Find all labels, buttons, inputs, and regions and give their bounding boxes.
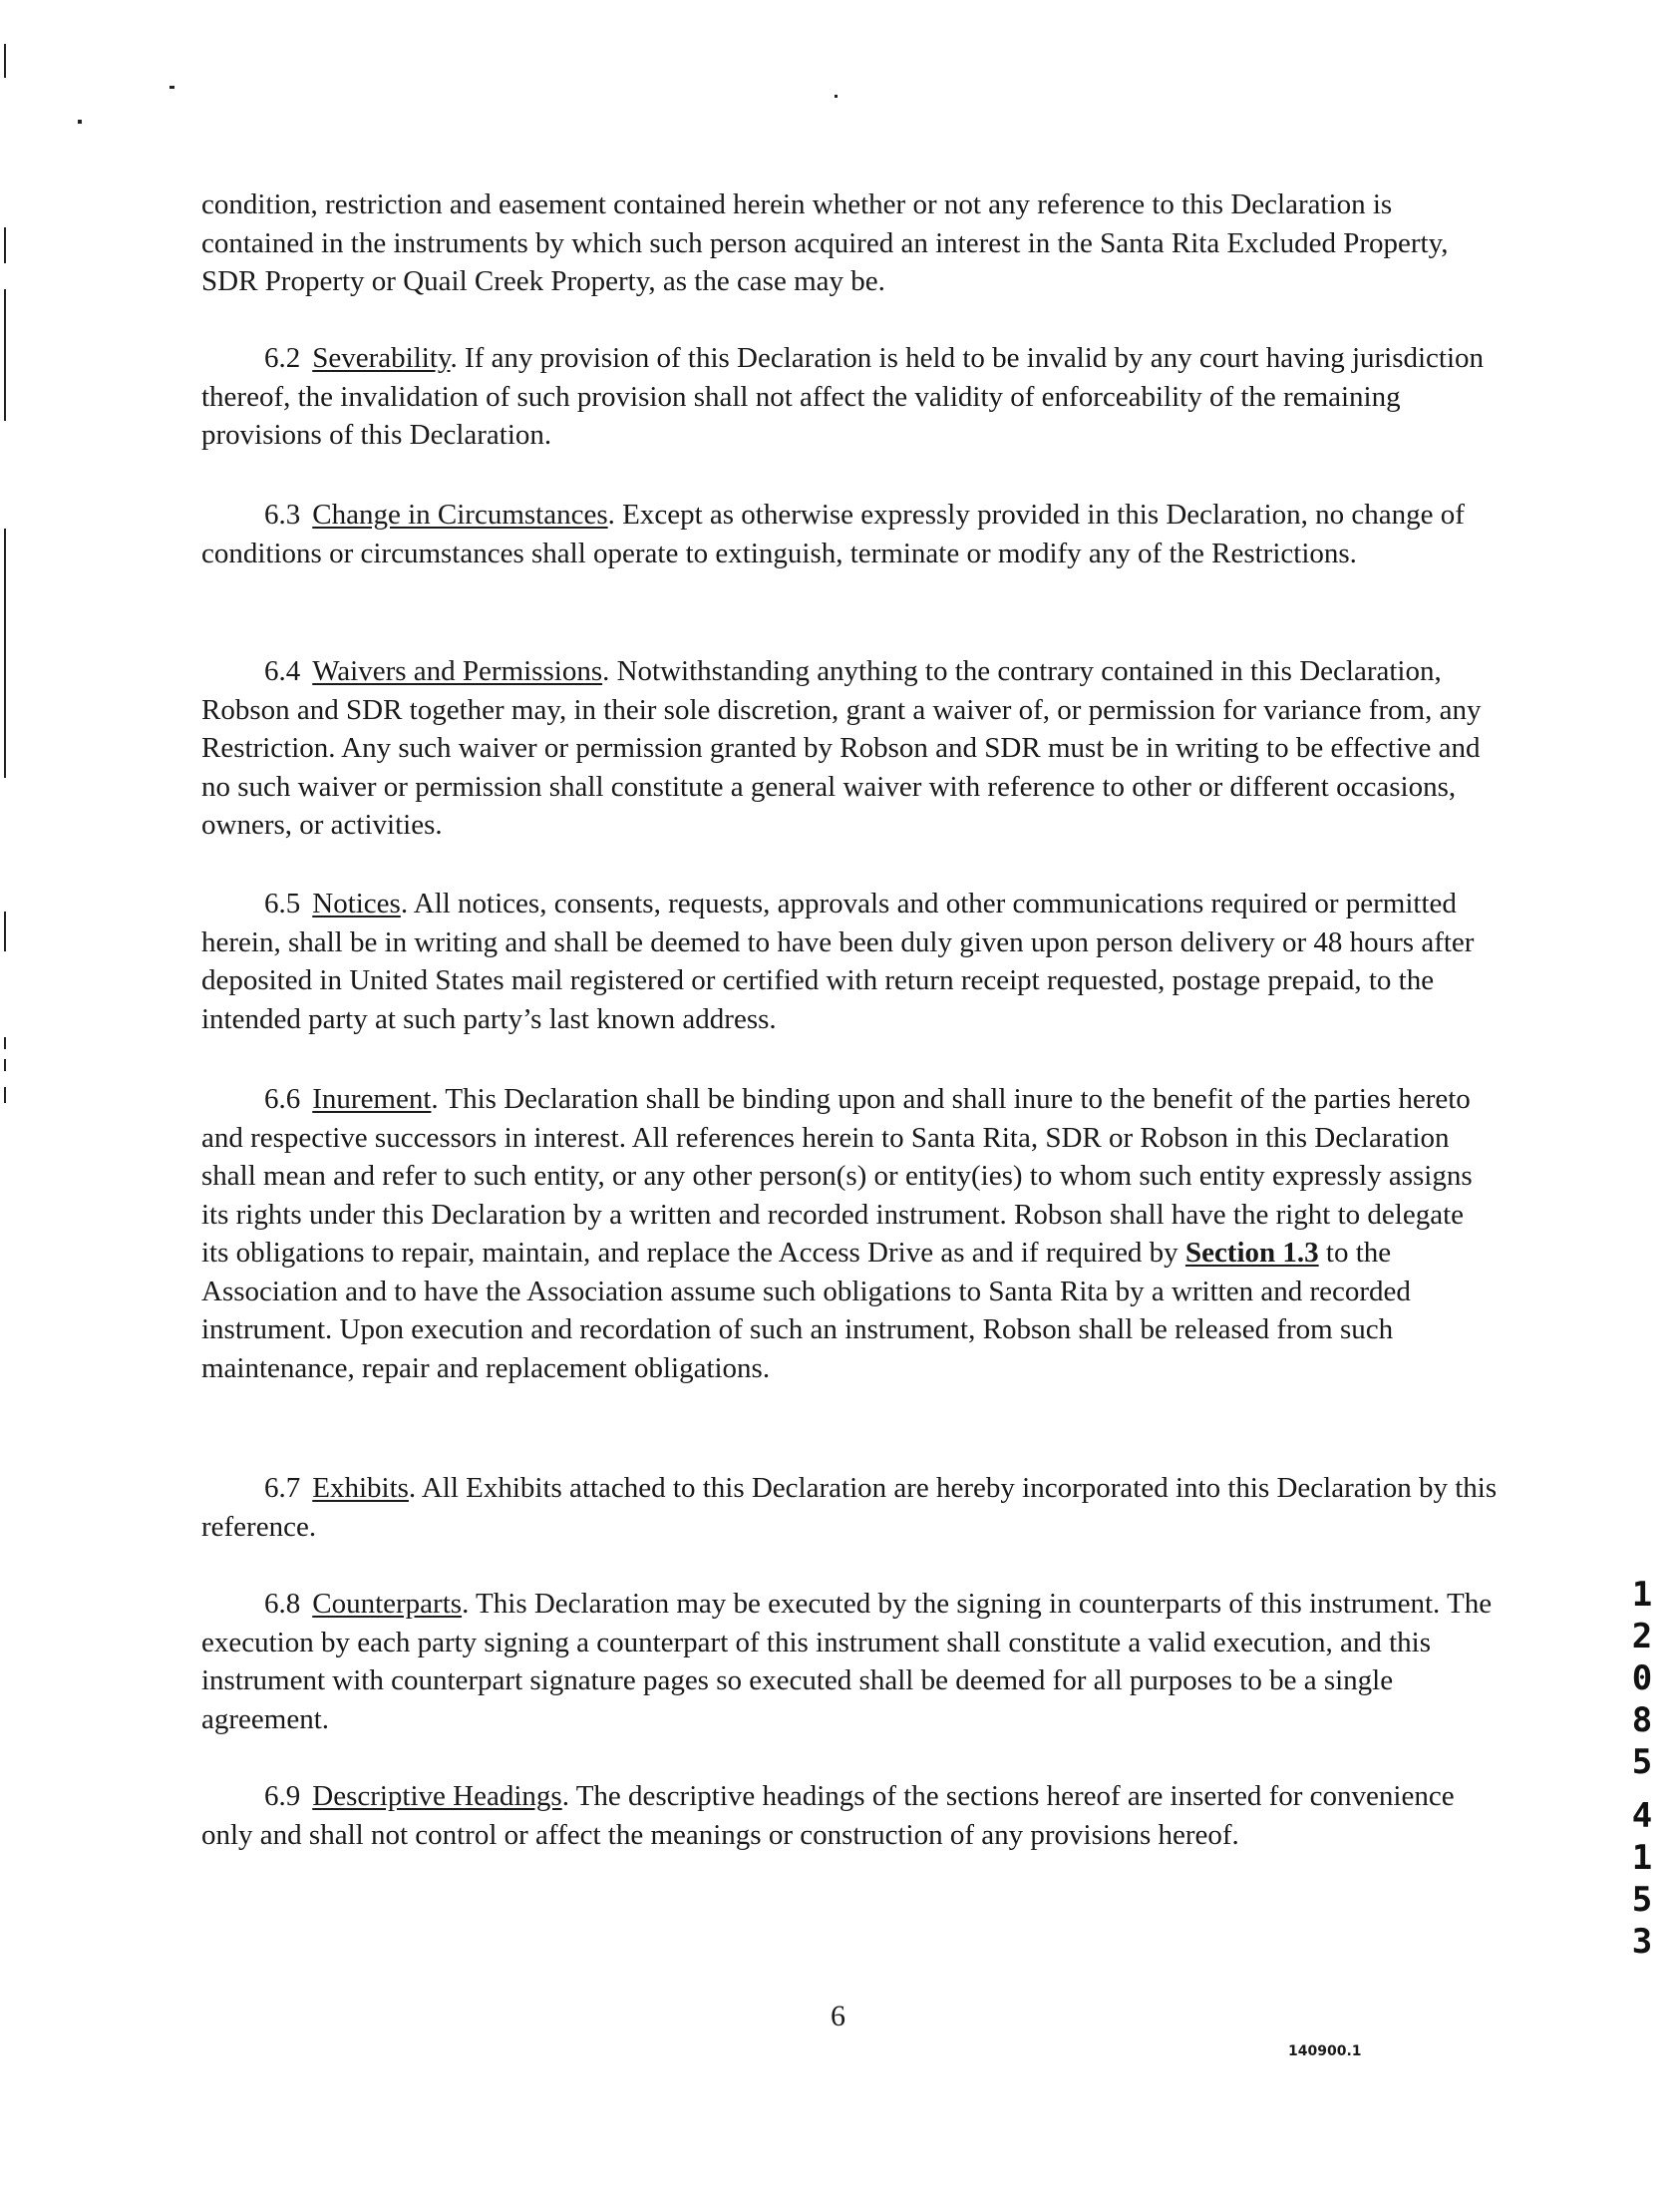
recording-digit: 1 [1631,1575,1653,1615]
scan-mark [169,86,174,89]
section-body: Except as otherwise expressly provided in this Declaration, no change of conditions or circumstances shall operate to extinguish, terminate or modify any of the Restrictions. [201,499,1465,569]
scan-mark [78,120,82,124]
recording-digit: 3 [1631,1922,1653,1962]
section-number: 6.5 [264,888,301,919]
section-title: Descriptive Headings [312,1780,562,1812]
section-6-7: 6.7 Exhibits. All Exhibits attached to this Declaration are hereby incorporated into this Declaration by this reference. [201,1469,1498,1546]
section-body: This Declaration may be executed by the signing in counterparts of this instrument. The execution by each party signing a counterpart of this instrument shall constitute a valid execution, and this instrument with counterpart signature pages so executed shall be deemed for all purposes to be a single agreement. [201,1588,1493,1735]
section-body: Notwithstanding anything to the contrary contained in this Declaration, Robson and SDR together may, in their sole discretion, grant a waiver of, or permission for variance from, any Restriction. Any such waiver or permission granted by Robson and SDR must be in writing to be effective and no such waiver or permission shall constitute a general waiver with reference to other or different occasions, owners, or activities. [201,655,1482,841]
scan-mark [835,95,838,98]
recording-digit: 1 [1631,1838,1653,1878]
section-title: Inurement [312,1083,432,1115]
continuation-paragraph [201,185,1498,301]
section-body: This Declaration shall be binding upon and shall inure to the benefit of the parties hereto and respective successors in interest. All references herein to Santa Rita, SDR or Robson in this Declaration shall mean and refer to such entity, or any other person(s) or entity(ies) to whom such entity expressly assigns its rights under this Declaration by a written and recorded instrument. Robson shall have the right to delegate its obligations to repair, maintain, and replace the Access Drive as and if required by [201,1083,1473,1269]
recording-digit: 5 [1631,1880,1653,1920]
section-title: Waivers and Permissions [312,655,603,687]
section-number: 6.3 [264,499,301,531]
section-6-3: 6.3 Change in Circumstances. Except as otherwise expressly provided in this Declaration, no change of conditions or circumstances shall operate to extinguish, terminate or modify any of the Restrictions. [201,496,1498,572]
section-title: Severability [312,342,451,374]
scan-mark [4,1087,6,1103]
scan-mark [4,912,6,951]
section-number: 6.4 [264,655,301,687]
section-6-6: 6.6 Inurement. This Declaration shall be binding upon and shall inure to the benefit of the parties hereto and respective successors in interest. All references herein to Santa Rita, SDR or Robson in this Declaration shall mean and refer to such entity, or any other person(s) or entity(ies) to whom such entity expressly assigns its rights under this Declaration by a written and recorded instrument. Robson shall have the right to delegate its obligations to repair, maintain, and replace the Access Drive as and if required by Section 1.3 to the Association and to have the Association assume such obligations to Santa Rita by a written and recorded instrument. Upon execution and recordation of such an instrument, Robson shall be released from such maintenance, repair and replacement obligations. [201,1080,1498,1387]
section-number: 6.6 [264,1083,301,1115]
section-6-4: 6.4 Waivers and Permissions. Notwithstanding anything to the contrary contained in this Declaration, Robson and SDR together may, in their sole discretion, grant a waiver of, or permission for variance from, any Restriction. Any such waiver or permission granted by Robson and SDR must be in writing to be effective and no such waiver or permission shall constitute a general waiver with reference to other or different occasions, owners, or activities. [201,652,1498,845]
section-title: Counterparts [312,1588,463,1620]
recording-digit: 5 [1631,1742,1653,1782]
section-body: to the Association and to have the Association assume such obligations to Santa Rita by a written and recorded instrument. Upon execution and recordation of such an instrument, Robson shall be released from such maintenance, repair and replacement obligations. [201,1237,1411,1384]
document-id: 140900.1 [1288,2043,1362,2059]
section-6-8: 6.8 Counterparts. This Declaration may be executed by the signing in counterparts of this instrument. The execution by each party signing a counterpart of this instrument shall constitute a valid execution, and this instrument with counterpart signature pages so executed shall be deemed for all purposes to be a single agreement. [201,1585,1498,1738]
recording-digit: 8 [1631,1700,1653,1740]
scan-mark [4,1059,6,1071]
section-body: If any provision of this Declaration is held to be invalid by any court having jurisdiction thereof, the invalidation of such provision shall not affect the validity of enforceability of the remaining provisions of this Declaration. [201,342,1485,451]
section-number: 6.8 [264,1588,301,1620]
section-body: All notices, consents, requests, approvals and other communications required or permitted herein, shall be in writing and shall be deemed to have been duly given upon person delivery or 48 hours after deposited in United States mail registered or certified with return receipt requested, postage prepaid, to the intended party at such party’s last known address. [201,888,1475,1035]
recording-digit: 2 [1631,1617,1653,1656]
section-title: Exhibits [312,1472,409,1504]
scan-mark [4,1037,6,1049]
scan-mark [4,529,6,778]
scan-mark [4,289,6,421]
page-number: 6 [831,2000,845,2032]
section-body: All Exhibits attached to this Declaration are hereby incorporated into this Declaration by this reference. [201,1472,1498,1543]
scan-mark [4,44,6,78]
recording-gap [1624,1783,1660,1795]
recording-digit: 0 [1631,1658,1653,1698]
section-6-5: 6.5 Notices. All notices, consents, requests, approvals and other communications required or permitted herein, shall be in writing and shall be deemed to have been duly given upon person delivery or 48 hours after deposited in United States mail registered or certified with return receipt requested, postage prepaid, to the intended party at such party’s last known address. [201,885,1498,1038]
section-title: Notices [312,888,401,919]
recording-digit: 4 [1631,1796,1653,1836]
section-number: 6.2 [264,342,301,374]
scan-mark [4,227,6,263]
section-6-9: 6.9 Descriptive Headings. The descriptive headings of the sections hereof are inserted for convenience only and shall not control or affect the meanings or construction of any provisions hereof. [201,1777,1498,1854]
section-reference-link: Section 1.3 [1184,1237,1319,1269]
section-6-2: 6.2 Severability. If any provision of this Declaration is held to be invalid by any court having jurisdiction thereof, the invalidation of such provision shall not affect the validity of enforceability of the remaining provisions of this Declaration. [201,339,1498,455]
section-body: The descriptive headings of the sections hereof are inserted for convenience only and shall not control or affect the meanings or construction of any provisions hereof. [201,1780,1455,1851]
recording-number [1624,1574,1660,1963]
section-title: Change in Circumstances [312,499,608,531]
section-number: 6.9 [264,1780,301,1812]
section-number: 6.7 [264,1472,301,1504]
continuation-text: condition, restriction and easement contained herein whether or not any reference to this Declaration is contained in the instruments by which such person acquired an interest in the Santa Rita Excluded Property, SDR Property or Quail Creek Property, as the case may be. [201,188,1449,297]
